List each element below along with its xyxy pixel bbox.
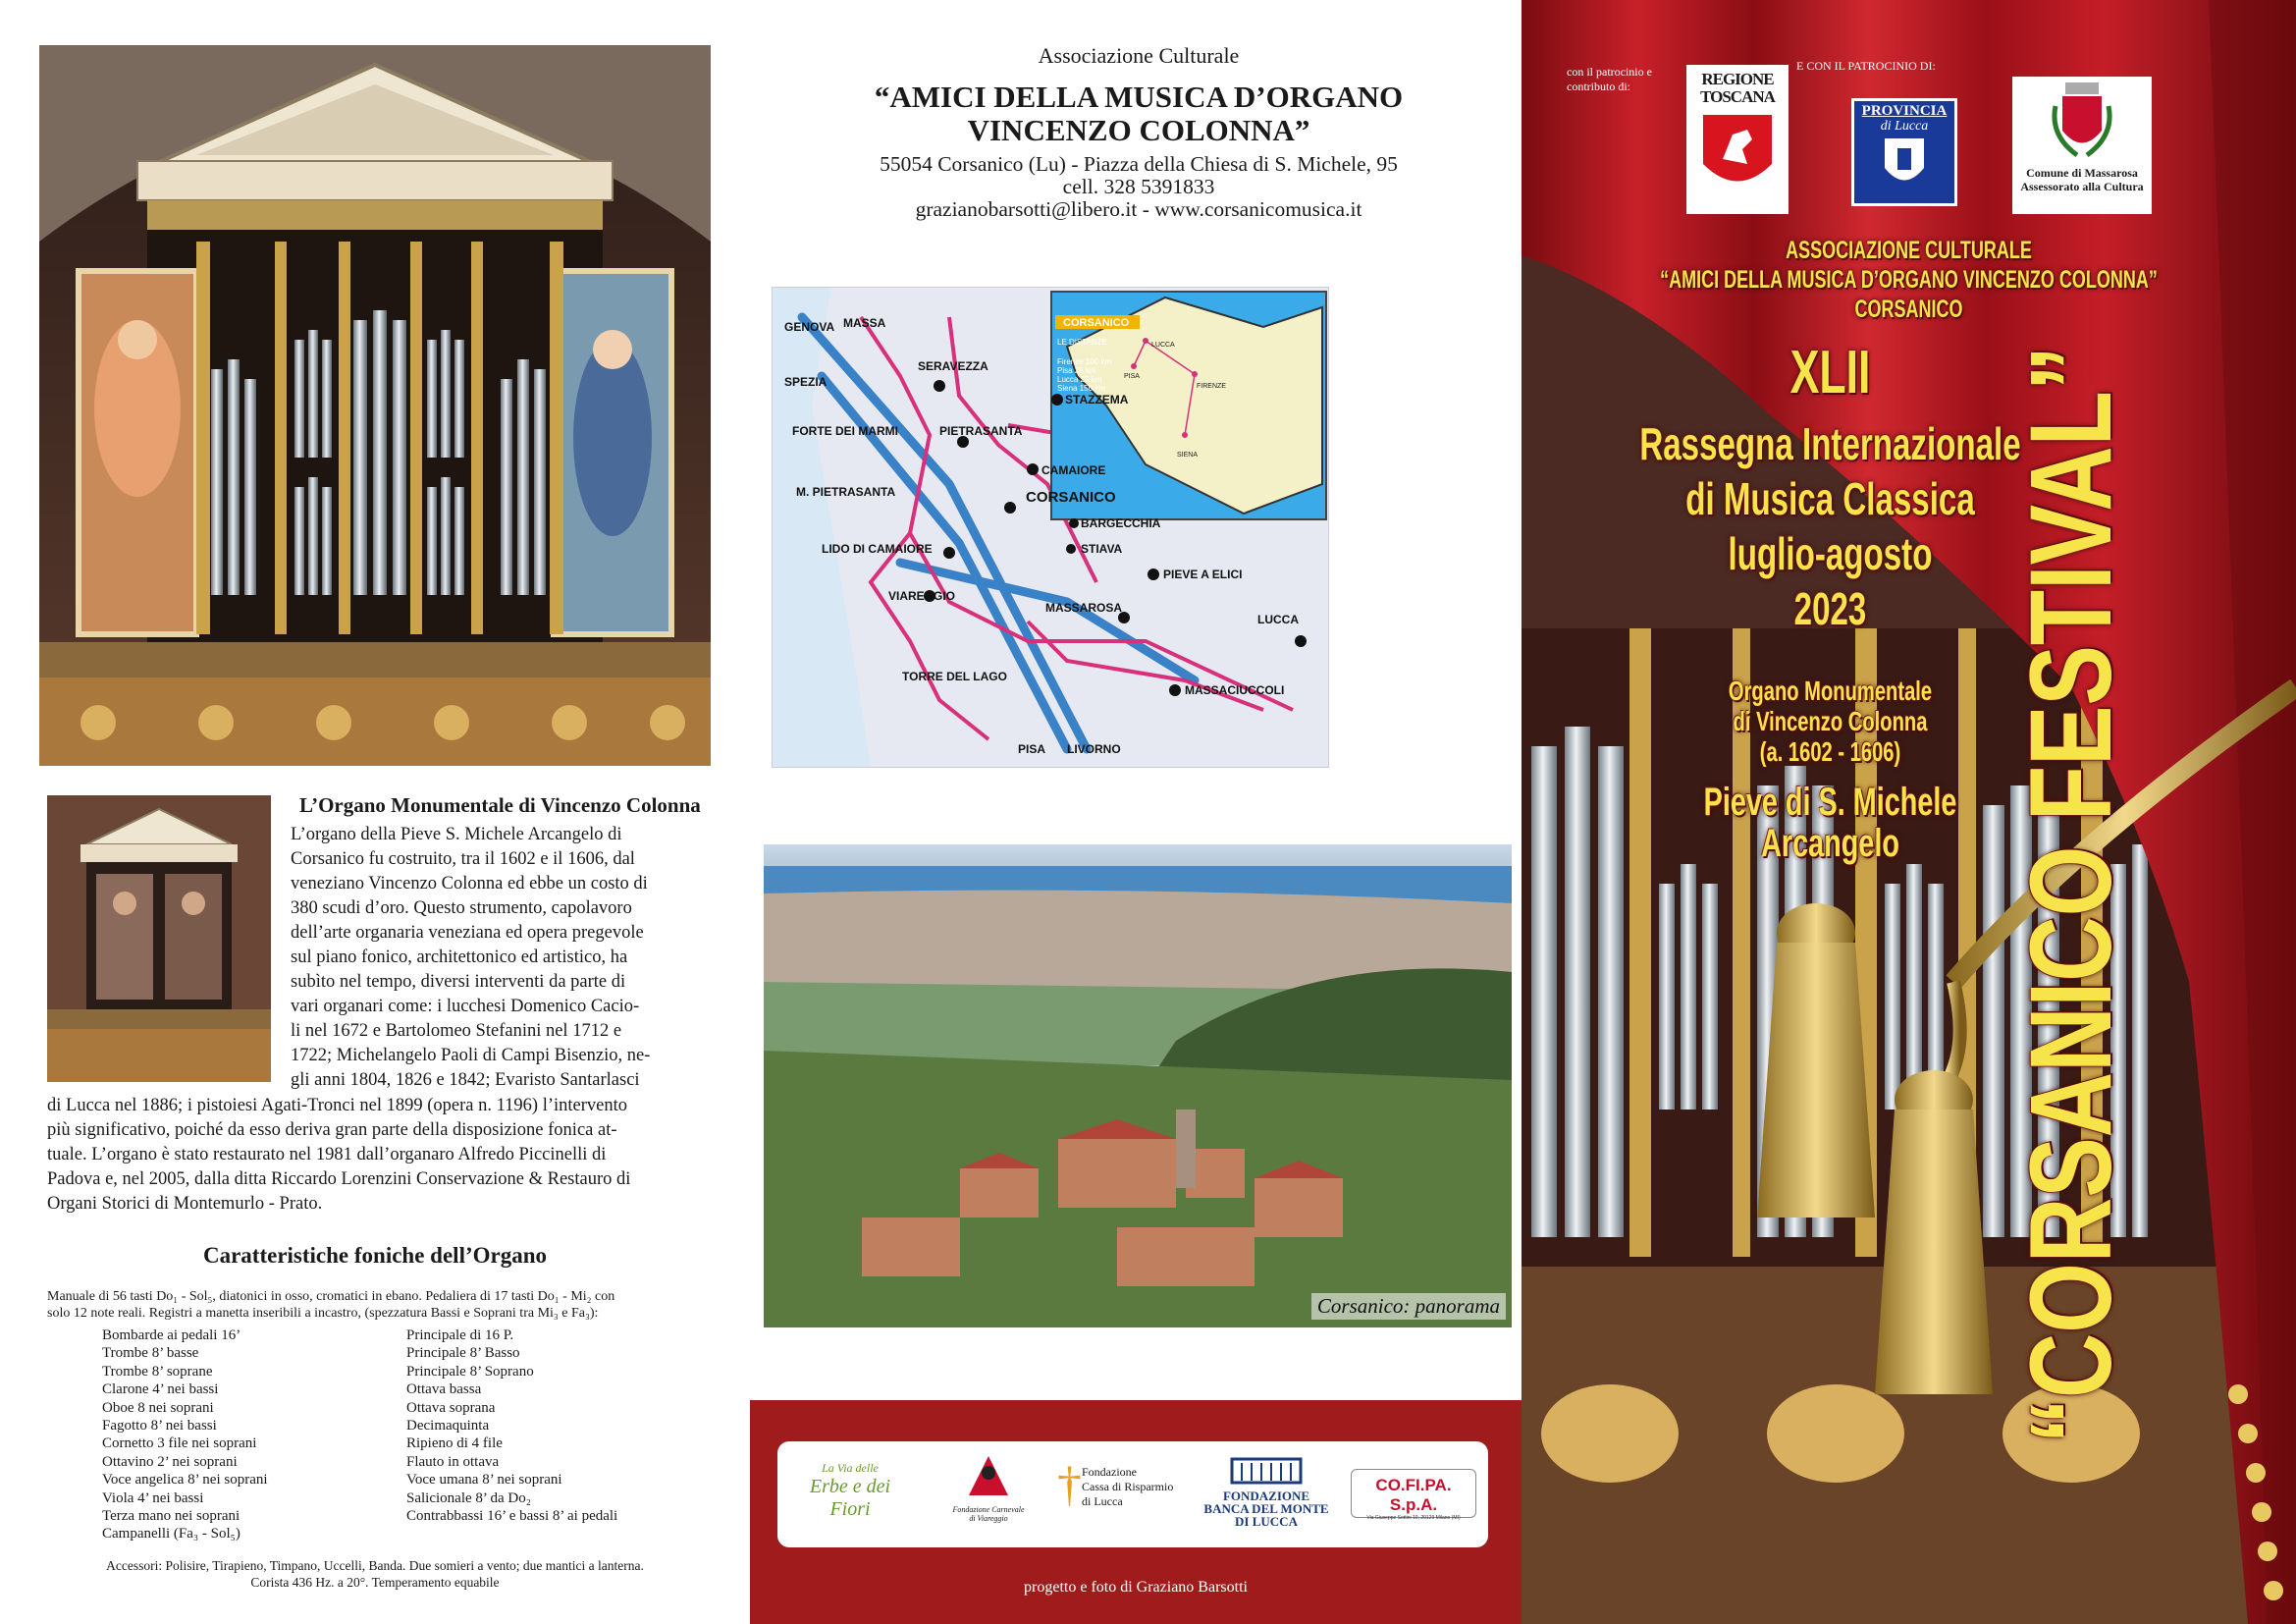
map-label: FORTE DEI MARMI xyxy=(792,424,898,438)
text-line: di Lucca nel 1886; i pistoiesi Agati-Tronci nel 1899 (opera n. 1196) l’intervento xyxy=(47,1096,628,1115)
association-label: Associazione Culturale xyxy=(1038,43,1240,68)
text-line: dell’arte organaria veneziana ed opera pregevole xyxy=(291,923,644,943)
stop-item: Principale 8’ Basso xyxy=(406,1345,520,1362)
map-label-corsanico: CORSANICO xyxy=(1026,489,1116,506)
sponsor-cofipa-logo xyxy=(1351,1469,1476,1521)
organ-info-line: di Vincenzo Colonna xyxy=(1733,706,1928,736)
stop-item: Ottava soprana xyxy=(406,1399,496,1416)
cover-association-line: “AMICI DELLA MUSICA D’ORGANO VINCENZO COLONNA” xyxy=(1660,266,2158,294)
organ-history-text-cont xyxy=(47,1094,703,1217)
map-label: PIEVE A ELICI xyxy=(1163,568,1243,581)
map-label: MASSAROSA xyxy=(1045,601,1123,615)
sponsor-line: Cassa di Risparmio xyxy=(1082,1480,1174,1493)
text-line: più significativo, poiché da esso deriva gran parte della disposizione fonica at- xyxy=(47,1120,617,1140)
venue-name-line: Arcangelo xyxy=(1761,822,1899,865)
cover-association-line: ASSOCIAZIONE CULTURALE xyxy=(1786,237,2032,264)
festival-title: “CORSANICO FESTIVAL” xyxy=(2006,346,2136,1444)
distance-item: Pisa 25 km xyxy=(1057,366,1096,375)
text-line: tuale. L’organo è stato restaurato nel 1981 dall’organaro Alfredo Piccinelli di xyxy=(47,1145,607,1164)
stop-item: Ripieno di 4 file xyxy=(406,1435,503,1452)
text-line: veneziano Vincenzo Colonna ed ebbe un costo di xyxy=(291,874,648,893)
location-map xyxy=(772,287,1329,768)
stop-item: Viola 4’ nei bassi xyxy=(102,1489,204,1506)
text-line: Padova e, nel 2005, dalla ditta Riccardo Lorenzini Conservazione & Restauro di xyxy=(47,1169,631,1189)
stop-item: Salicionale 8’ da Do₂ xyxy=(406,1489,531,1506)
map-label: VIAREGGIO xyxy=(888,589,956,603)
festival-subtitle-line: Rassegna Internazionale xyxy=(1639,418,2021,469)
stop-item: Decimaquinta xyxy=(406,1418,490,1435)
festival-year: 2023 xyxy=(1793,583,1867,634)
distance-item: Lucca 25 km xyxy=(1057,375,1102,384)
organ-info-line: (a. 1602 - 1606) xyxy=(1759,736,1901,767)
accessori-line: Corista 436 Hz. a 20°. Temperamento equabile xyxy=(250,1575,500,1590)
association-name-line: VINCENZO COLONNA” xyxy=(967,113,1310,147)
sponsor-line: Fondazione Carnevale xyxy=(952,1505,1025,1514)
organ-history-text xyxy=(291,823,703,1093)
edition-number: XLII xyxy=(1789,339,1871,406)
map-label: GENOVA xyxy=(784,320,835,334)
inset-city: FIRENZE xyxy=(1197,383,1226,390)
panorama-caption: Corsanico: panorama xyxy=(1311,1293,1506,1320)
map-label: LIDO DI CAMAIORE xyxy=(822,542,933,556)
stop-item: Ottava bassa xyxy=(406,1381,482,1398)
credits: progetto e foto di Graziano Barsotti xyxy=(1024,1579,1248,1596)
regione-toscana-logo xyxy=(1686,65,1789,214)
text-line: sul piano fonico, architettonico ed artistico, ha xyxy=(291,947,628,967)
text-line: 380 scudi d’oro. Questo strumento, capolavoro xyxy=(291,898,632,918)
email-website: grazianobarsotti@libero.it - www.corsanicomusica.it xyxy=(915,197,1362,221)
phone: cell. 328 5391833 xyxy=(1062,175,1215,198)
patrocinio2-label: E CON IL PATROCINIO DI: xyxy=(1796,59,1936,73)
sponsor-line: Fondazione xyxy=(1082,1465,1137,1479)
map-label: SPEZIA xyxy=(784,375,828,389)
stop-item: Trombe 8’ soprane xyxy=(102,1363,213,1380)
building-icon xyxy=(1227,1455,1306,1485)
stop-item: Ottavino 2’ nei soprani xyxy=(102,1453,238,1470)
association-contacts xyxy=(756,153,1522,221)
sponsor-line: La Via delle xyxy=(822,1461,879,1475)
map-label: MASSACIUCCOLI xyxy=(1185,683,1285,697)
regione-text: TOSCANA xyxy=(1700,87,1775,106)
map-label: LUCCA xyxy=(1257,613,1299,626)
patrocinio-label: con il patrocinio e contributo di: xyxy=(1567,65,1652,93)
text-line: Corsanico fu costruito, tra il 1602 e il 1606, dal xyxy=(291,849,635,869)
map-label: PIETRASANTA xyxy=(939,424,1023,438)
association-name-line: “AMICI DELLA MUSICA D’ORGANO xyxy=(874,80,1404,114)
stop-item: Fagotto 8’ nei bassi xyxy=(102,1418,217,1435)
map-label: M. PIETRASANTA xyxy=(796,485,896,499)
provincia-text: di Lucca xyxy=(1880,119,1929,134)
map-label: TORRE DEL LAGO xyxy=(902,670,1007,683)
text-line: 1722; Michelangelo Paoli di Campi Bisenzio, ne- xyxy=(291,1046,651,1065)
sponsor-line: BANCA DEL MONTE xyxy=(1203,1501,1329,1516)
text-line: Organi Storici di Montemurlo - Prato. xyxy=(47,1194,323,1214)
organ-info-line: Organo Monumentale xyxy=(1728,676,1933,706)
stop-item: Trombe 8’ basse xyxy=(102,1345,199,1362)
stop-item: Terza mano nei soprani xyxy=(102,1508,240,1525)
inset-city: LUCCA xyxy=(1151,342,1175,349)
stop-item: Voce umana 8’ nei soprani xyxy=(406,1472,562,1489)
stop-item: Voce angelica 8’ nei soprani xyxy=(102,1472,268,1489)
sponsor-logos xyxy=(777,1441,1488,1547)
provincia-lucca-logo xyxy=(1851,98,1957,206)
text-line: gli anni 1804, 1826 e 1842; Evaristo Santarlasci xyxy=(291,1070,640,1090)
distance-item: Siena 150 km xyxy=(1057,384,1105,393)
stop-item: Oboe 8 nei soprani xyxy=(102,1399,214,1416)
provincia-shield-icon xyxy=(1880,134,1929,192)
sponsor-line: Erbe e dei Fiori xyxy=(809,1476,891,1520)
small-organ-photo xyxy=(47,795,271,1082)
comune-text: Comune di Massarosa xyxy=(2026,166,2138,180)
stop-item: Campanelli (Fa₃ - Sol₅) xyxy=(102,1526,240,1543)
map-label: STAZZEMA xyxy=(1065,393,1129,406)
stop-item: Principale 8’ Soprano xyxy=(406,1363,534,1380)
text-line: li nel 1672 e Bartolomeo Stefanini nel 1712 e xyxy=(291,1021,622,1041)
cover-association xyxy=(1629,236,2187,324)
map-label: SERAVEZZA xyxy=(918,359,988,373)
cross-icon: † xyxy=(1057,1456,1082,1511)
stops-list-left xyxy=(102,1326,268,1543)
inset-city: SIENA xyxy=(1177,452,1199,459)
manual-line: solo 12 note reali. Registri a manetta inseribili a incastro, (spezzatura Bassi e Soprani tra Mi₃ e Fa₃): xyxy=(47,1306,599,1321)
sponsor-line: di Viareggio xyxy=(969,1514,1008,1523)
stop-item: Cornetto 3 file nei soprani xyxy=(102,1435,257,1452)
festival-subtitle-line: di Musica Classica xyxy=(1685,473,1975,524)
stops-list-right xyxy=(406,1326,617,1525)
comune-text: Assessorato alla Cultura xyxy=(2020,180,2144,193)
distance-item: Firenze 100 km xyxy=(1057,357,1112,366)
organ-section-title: L’Organo Monumentale di Vincenzo Colonna xyxy=(299,793,701,817)
provincia-text: PROVINCIA xyxy=(1861,103,1948,119)
manual-line: Manuale di 56 tasti Do₁ - Sol₅, diatonici in osso, cromatici in ebano. Pedaliera di 17 tasti Do₁ - Mi₂ con xyxy=(47,1289,615,1304)
sponsor-carnevale-logo xyxy=(934,1451,1042,1523)
accessori-text xyxy=(39,1557,711,1591)
sponsor-line: CO.FI.PA. S.p.A. xyxy=(1375,1476,1452,1514)
foniche-title: Caratteristiche foniche dell’Organo xyxy=(202,1243,548,1268)
sponsor-erbe-fiori-logo xyxy=(791,1461,909,1521)
map-label: CAMAIORE xyxy=(1041,463,1106,477)
pegasus-icon xyxy=(1698,110,1777,198)
map-label: MASSA xyxy=(843,316,886,330)
stop-item: Flauto in ottava xyxy=(406,1453,500,1470)
inset-title: CORSANICO xyxy=(1063,317,1130,329)
cover-association-line: CORSANICO xyxy=(1854,296,1963,323)
text-line: subìto nel tempo, diversi interventi da parte di xyxy=(291,972,626,992)
stop-item: Contrabbassi 16’ e bassi 8’ ai pedali xyxy=(406,1508,618,1525)
sponsor-line: FONDAZIONE xyxy=(1222,1489,1310,1503)
festival-title-wrap xyxy=(2002,346,2140,1571)
venue-name-line: Pieve di S. Michele xyxy=(1703,781,1957,824)
map-label: PISA xyxy=(1018,742,1046,756)
festival-cover xyxy=(1522,0,2296,1624)
regione-text: REGIONE xyxy=(1701,70,1774,88)
sponsor-banca-monte-logo xyxy=(1198,1455,1335,1528)
comune-crest-icon xyxy=(2048,77,2116,161)
panorama-photo xyxy=(764,844,1512,1327)
map-label: BARGECCHIA xyxy=(1081,516,1161,530)
accessori-line: Accessori: Polisire, Tirapieno, Timpano, Uccelli, Banda. Due somieri a vento; due mantici a lanterna. xyxy=(106,1558,644,1573)
inset-city: PISA xyxy=(1124,373,1140,380)
comune-massarosa-logo xyxy=(2012,77,2152,214)
manual-description xyxy=(47,1288,705,1322)
map-label: LIVORNO xyxy=(1067,742,1121,756)
association-name xyxy=(756,81,1522,147)
stop-item: Principale di 16 P. xyxy=(406,1327,514,1343)
sponsor-line: DI LUCCA xyxy=(1235,1514,1298,1529)
organ-photo xyxy=(39,45,711,766)
address: 55054 Corsanico (Lu) - Piazza della Chiesa di S. Michele, 95 xyxy=(880,152,1398,176)
stop-item: Clarone 4’ nei bassi xyxy=(102,1381,219,1398)
jester-icon xyxy=(959,1451,1018,1500)
sponsor-crl-logo xyxy=(1057,1456,1185,1511)
text-line: L’organo della Pieve S. Michele Arcangelo di xyxy=(291,825,622,844)
sponsor-line: Via Giuseppe Sottini 10, 20129 Milano (MI) xyxy=(1366,1515,1461,1521)
festival-dates: luglio-agosto xyxy=(1728,528,1933,579)
map-label: STIAVA xyxy=(1081,542,1123,556)
text-line: vari organari come: i lucchesi Domenico Cacio- xyxy=(291,997,640,1016)
sponsor-line: di Lucca xyxy=(1082,1494,1123,1508)
stop-item: Bombarde ai pedali 16’ xyxy=(102,1327,241,1343)
inset-subtitle: LE DISTANZE xyxy=(1057,338,1107,347)
